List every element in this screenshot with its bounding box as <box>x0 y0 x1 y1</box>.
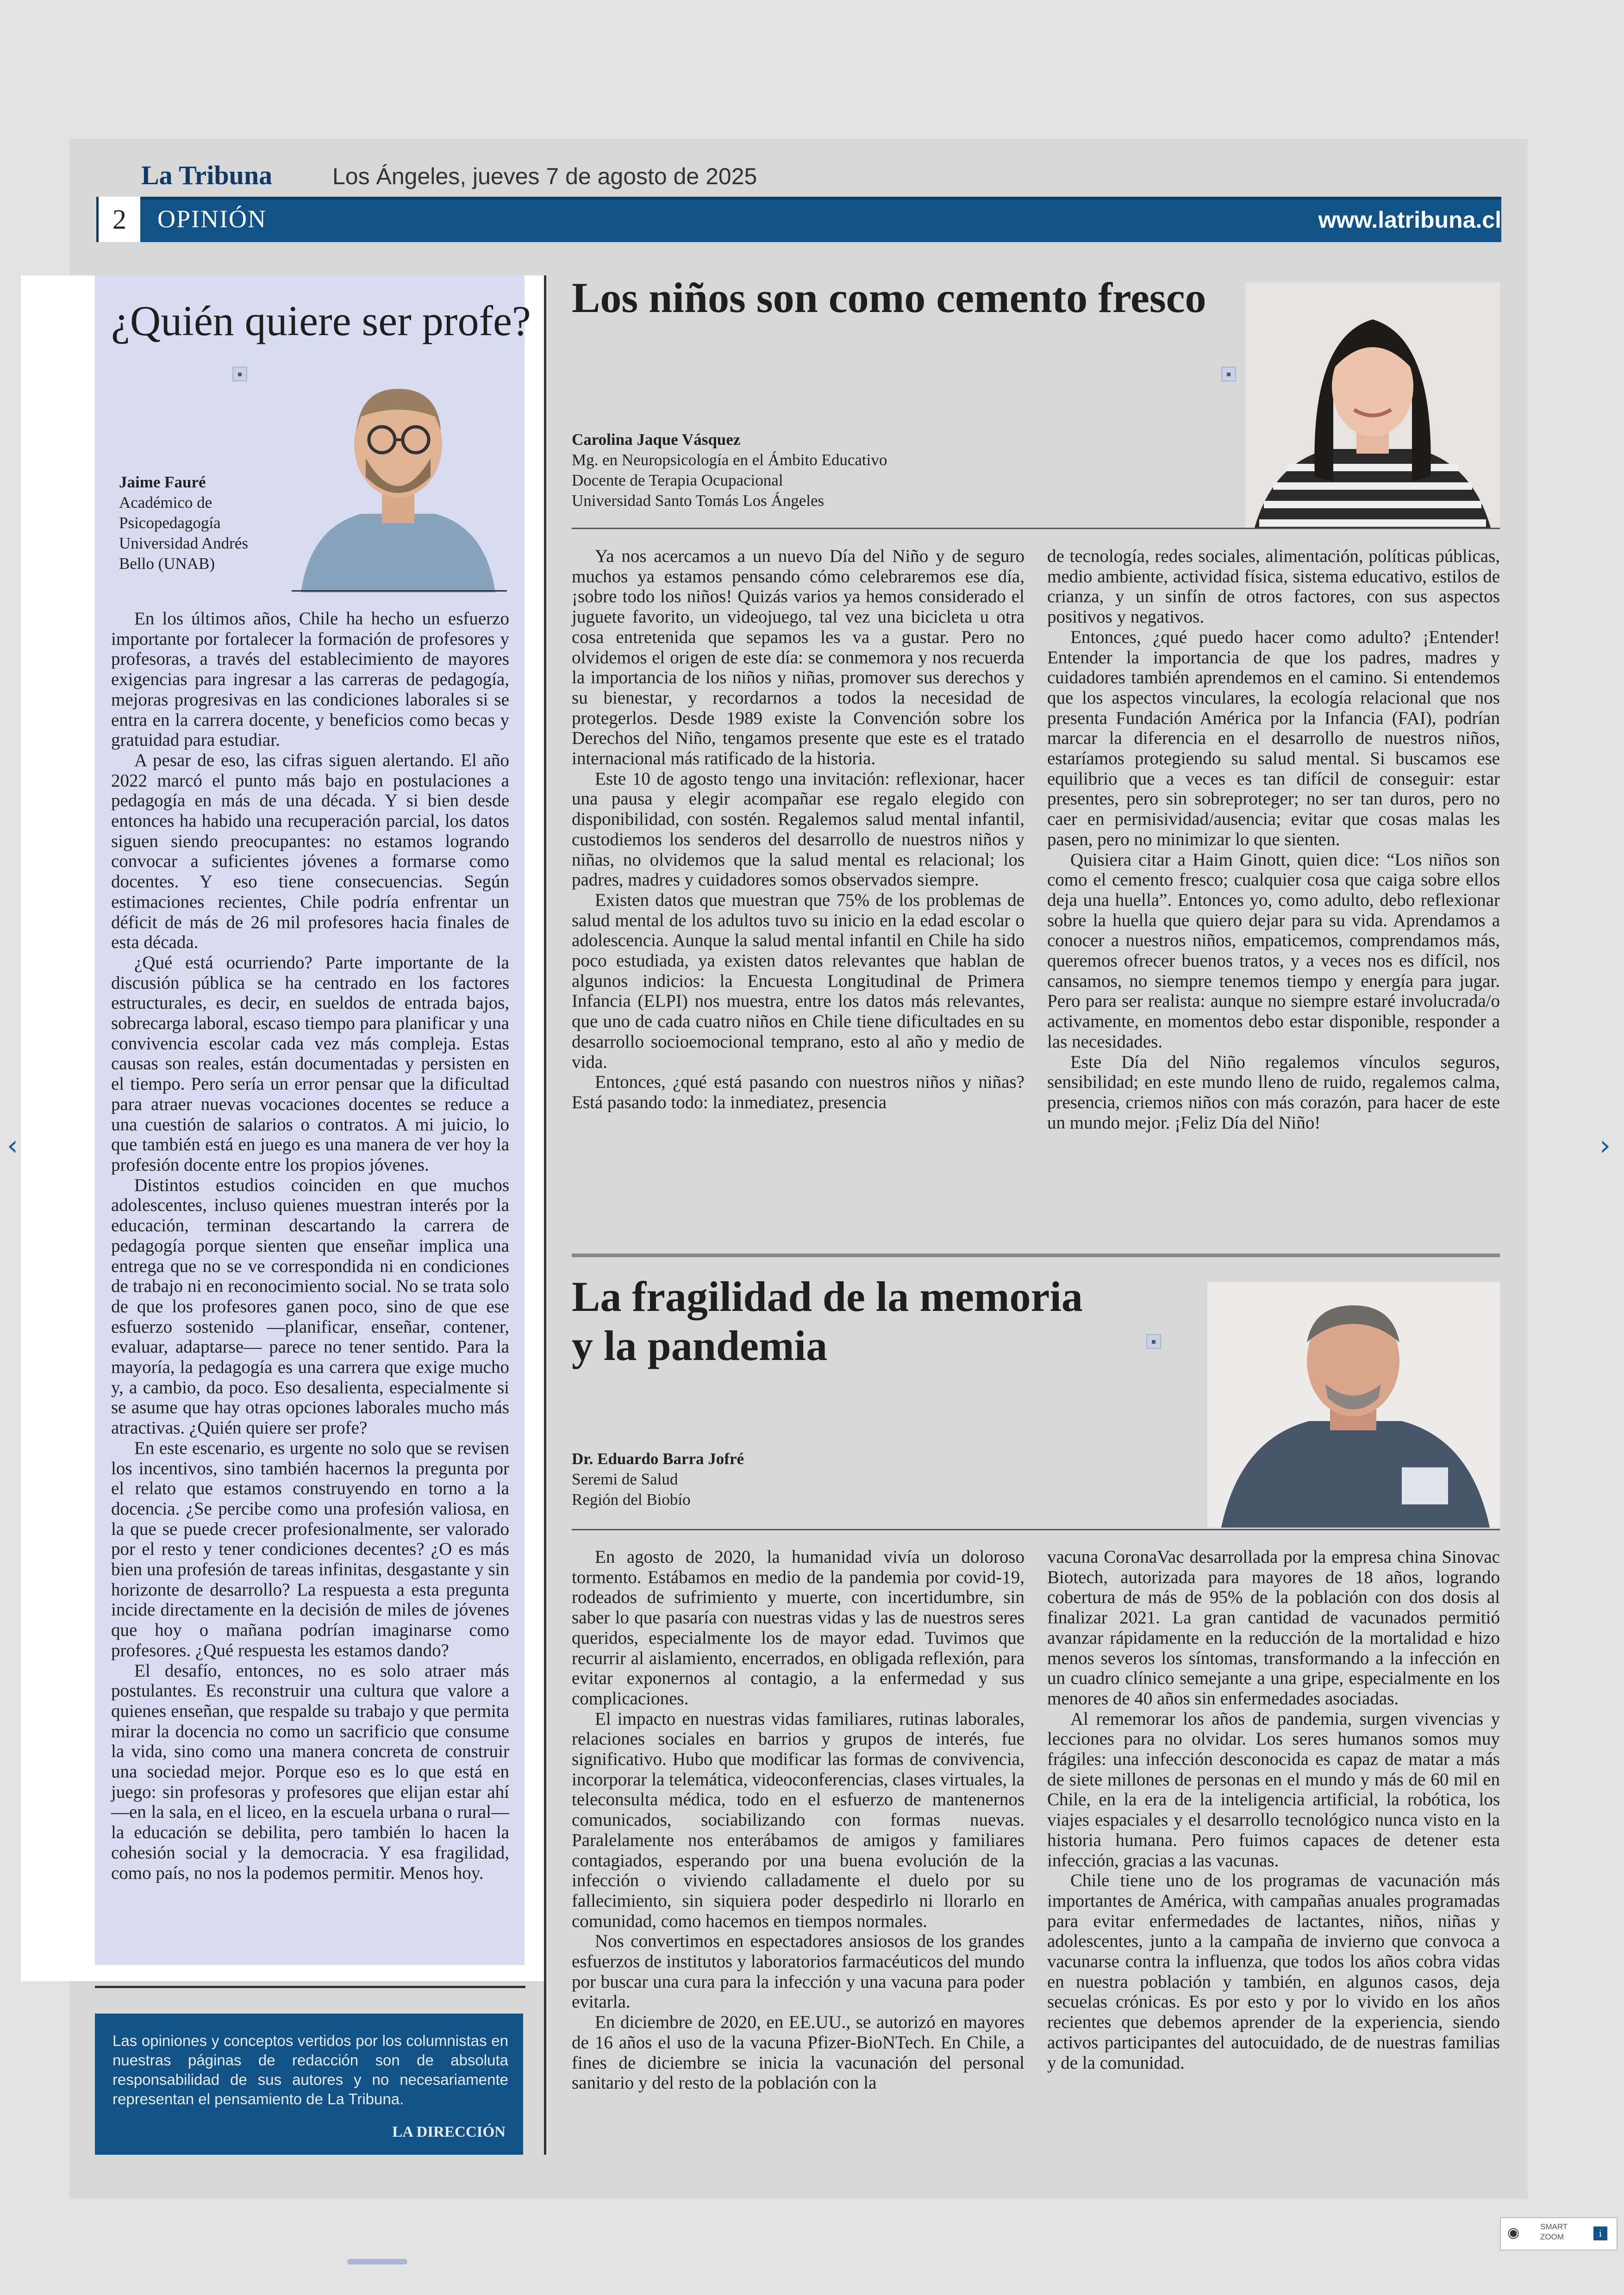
section-bar <box>96 197 1501 242</box>
paragraph: El desafío, entonces, no es solo atraer más postulantes. Es reconstruir una cultura que valore a quienes enseñan, que respalde su trabajo y que permita mirar la docencia no como un sacrificio que consume la vida, sino como una manera concreta de construir una sociedad mejor. Porque eso es lo que está en juego: sin profesoras y profesores que elijan estar ahí —en la sala, en el liceo, en la escuela urbana o rural— la educación se debilita, pero también lo hacen la cohesión social y la democracia. Y esa fragilidad, como país, no nos la podemos permitir. Menos hoy. <box>111 1660 509 1883</box>
paragraph: En los últimos años, Chile ha hecho un esfuerzo importante por fortalecer la formación de profesores y profesoras, a través del establecimiento de mayores exigencias para ingresar a las carreras de pedagogía, mejoras progresivas en las condiciones laborales si se entra en la carrera docente, y beneficios como becas y gratuidad para estudiar. <box>111 609 509 750</box>
chevron-left-icon[interactable]: ‹ <box>7 1129 18 1162</box>
author-role-line: Universidad Andrés <box>119 534 248 552</box>
website-link[interactable]: www.latribuna.cl <box>1318 207 1501 233</box>
author-role-line: Psicopedagogía <box>119 514 221 532</box>
eye-icon: ◉ <box>1507 2225 1520 2240</box>
paragraph: Quisiera citar a Haim Ginott, quien dice: “Los niños son como el cemento fresco; cualquier cosa que caiga sobre ellos deja una huella”. Entonces yo, como adulto, debo reflexionar sobre la huella que quiero dejar para su vida. Aprendamos a conocer a nuestros niños, empaticemos, comprendamos más, queremos ofrecer buenos tratos, y a veces nos es difícil, nos cansamos, no siempre tenemos tiempo y energía para jugar. Pero para ser realista: aunque no siempre estaré involucrada/o activamente, en momentos debo estar disponible, responder a las necesidades. <box>1047 849 1500 1052</box>
paragraph: Distintos estudios coinciden en que muchos adolescentes, incluso quienes muestran interés por la educación, terminan descartando la carrera de pedagogía porque sienten que enseñar implica una entrega que no se ve correspondida ni en condiciones de trabajo ni en reconocimiento social. No se trata solo de que los profesores ganen poco, sino de que ese esfuerzo sostenido —planificar, enseñar, contener, evaluar, adaptarse— parece no tener sentido. Para la mayoría, la pedagogía es una carrera que exige mucho y, a cambio, da poco. Eso desalienta, especialmente si se asume que hay otras opciones laborales mucho más atractivas. ¿Quién quiere ser profe? <box>111 1175 509 1438</box>
author-photo-jaime <box>292 361 505 592</box>
article-separator <box>572 1254 1500 1257</box>
paragraph: Entonces, ¿qué está pasando con nuestros niños y niñas? Está pasando todo: la inmediatez, presencia <box>572 1072 1024 1112</box>
page-progress-indicator[interactable] <box>347 2259 407 2264</box>
article1-divider <box>572 528 1500 529</box>
paragraph: vacuna CoronaVac desarrollada por la empresa china Sinovac Biotech, autorizada para mayores de 18 años, logrando cobertura de más de 95% de la población con dos dosis al finalizar 2021. La gran cantidad de vacunados permitió avanzar rápidamente en la reducción de la mortalidad e hizo menos severos los síntomas, transformando a la infección en un cuadro clínico semejante a una gripe, especialmente en los menores de 40 años sin enfermedades asociadas. <box>1047 1547 1500 1709</box>
author-role-line: Académico de <box>119 493 212 511</box>
dateline: Los Ángeles, jueves 7 de agosto de 2025 <box>332 163 757 189</box>
editorial-disclaimer <box>95 2014 523 2155</box>
paragraph: Ya nos acercamos a un nuevo Día del Niño y de seguro muchos ya estamos pensando cómo celebraremos ese día, ¡sobre todo los niños! Quizás varios ya hemos considerado el juguete favorito, un videojuego, tal vez una bicicleta u otra cosa entretenida que sepamos les va a gustar. Pero no olvidemos el origen de este día: se conmemora y nos recuerda la importancia de los niños y niñas, promover sus derechos y su bienestar, y recordarnos a todos la necesidad de protegerlos. Desde 1989 existe la Convención sobre los Derechos del Niño, tengamos presente que este es el tratado internacional más ratificado de la historia. <box>572 546 1024 769</box>
paragraph: Chile tiene uno de los programas de vacunación más importantes de América, with campañas anuales programadas para evitar enfermedades de lactantes, niños, niñas y adolescentes, junto a la campaña de invierno que convoca a vacunarse contra la influenza, que todos los años cobra vidas en nuestra población y también, en algunos casos, deja secuelas crónicas. Es por esto y por lo vivido en los años recientes que debemos aprender de la experiencia, siendo activos participantes del autocuidado, de de nuestras familias y de la comunidad. <box>1047 1871 1500 2073</box>
page-number: 2 <box>96 197 140 242</box>
article1-author <box>572 430 887 511</box>
article2-author <box>572 1449 744 1510</box>
disclaimer-signature: LA DIRECCIÓN <box>392 2124 506 2140</box>
paragraph: Al rememorar los años de pandemia, surgen vivencias y lecciones para no olvidar. Los seres humanos somos muy frágiles: una infección desconocida es capaz de matar a más de siete millones de personas en el mundo y más de 60 mil en Chile, en la era de la inteligencia artificial, la robótica, los viajes espaciales y el desarrollo tecnológico nunca visto en la historia humana. Pero fuimos capaces de detener esta infección, gracias a las vacunas. <box>1047 1709 1500 1871</box>
zoom-label-line: SMART <box>1540 2222 1568 2231</box>
hotspot-marker-icon[interactable]: ▪ <box>1221 367 1236 381</box>
left-author <box>119 472 248 574</box>
left-column-title: ¿Quién quiere ser profe? <box>111 297 531 344</box>
article2-col2 <box>1047 1547 1500 2073</box>
paragraph: ¿Qué está ocurriendo? Parte importante de la discusión pública se ha centrado en los factores estructurales, es decir, en sueldos de entrada bajos, sobrecarga laboral, escaso tiempo para planificar y una convivencia escolar cada vez más compleja. Estas causas son reales, están documentadas y persisten en el tiempo. Pero sería un error pensar que la dificultad para atraer nuevas vocaciones docentes se reduce a una cuestión de salarios o contratos. A mi juicio, lo que también está en juego es una manera de ver hoy la profesión docente entre los propios jóvenes. <box>111 952 509 1175</box>
article1-col2 <box>1047 546 1500 1133</box>
section-title: OPINIÓN <box>157 205 267 233</box>
paragraph: de tecnología, redes sociales, alimentación, políticas públicas, medio ambiente, actividad física, sistema educativo, estilos de crianza, y un sinfín de otros factores, con sus aspectos positivos y negativos. <box>1047 546 1500 627</box>
author-name: Jaime Fauré <box>119 473 206 491</box>
article2-col1 <box>572 1547 1024 2093</box>
author-role-line: Bello (UNAB) <box>119 555 215 573</box>
author-name: Carolina Jaque Vásquez <box>572 430 741 449</box>
disclaimer-text: Las opiniones y conceptos vertidos por los columnistas en nuestras páginas de redacción son de absoluta responsabilidad de sus autores y no necesariamente representan el pensamiento de La Tribuna. <box>112 2032 508 2108</box>
article1-col1 <box>572 546 1024 1113</box>
column-divider <box>544 275 546 2155</box>
paragraph: En agosto de 2020, la humanidad vivía un doloroso tormento. Estábamos en medio de la pandemia por covid-19, rodeados de sufrimiento y muerte, con incertidumbre, sin saber lo que pasaría con nuestras vidas y las de nuestros seres queridos, especialmente los de mayor edad. Tuvimos que recurrir al aislamiento, encerrados, en obligada reflexión, para evitar exponernos al contagio, a la enfermedad y sus complicaciones. <box>572 1547 1024 1709</box>
zoom-label-line: ZOOM <box>1540 2233 1564 2241</box>
paragraph: Este Día del Niño regalemos vínculos seguros, sensibilidad; en este mundo lleno de ruido, regalemos calma, presencia, criemos niños con más corazón, para hacer de este un mundo mejor. ¡Feliz Día del Niño! <box>1047 1052 1500 1133</box>
article1-title: Los niños son como cemento fresco <box>572 274 1206 321</box>
author-photo-eduardo <box>1207 1282 1500 1528</box>
newspaper-logo: La Tribuna <box>141 160 273 190</box>
author-role-line: Mg. en Neuropsicología en el Ámbito Educativo <box>572 451 887 469</box>
article2-divider <box>572 1529 1500 1530</box>
paragraph: Nos convertimos en espectadores ansiosos de los grandes esfuerzos de institutos y laboratorios farmacéuticos del mundo por buscar una cura para la infección y una vacuna para poder evitarla. <box>572 1931 1024 2012</box>
author-divider <box>292 590 507 592</box>
chevron-right-icon[interactable]: › <box>1599 1129 1611 1162</box>
left-article-body <box>111 609 509 1883</box>
hotspot-marker-icon[interactable]: ▪ <box>1146 1334 1161 1349</box>
author-role-line: Docente de Terapia Ocupacional <box>572 471 783 489</box>
article2-title-line: y la pandemia <box>572 1322 828 1369</box>
paragraph: Entonces, ¿qué puedo hacer como adulto? ¡Entender! Entender la importancia de que los padres, madres y cuidadores también aprendemos en el camino. Si entendemos que los aspectos vinculares, la ecología relacional que nos presenta Fundación América por la Infancia (FAI), podrían marcar la diferencia en el desarrollo de nuestros niños, estaríamos protegiendo su salud mental. Si buscamos ese equilibrio que a veces es tan difícil de conseguir: estar presentes, pero sin sobreproteger; no ser tan duros, pero no caer en permisividad/ausencia; evitar que cosas malas les pasen, pero no minimizar lo que sienten. <box>1047 627 1500 849</box>
paragraph: En este escenario, es urgente no solo que se revisen los incentivos, sino también hacernos la pregunta por el relato que estamos construyendo en torno a la docencia. ¿Se percibe como una profesión valiosa, en la que se puede crecer profesionalmente, ser valorado por el resto y tener condiciones decentes? ¿O es más bien una profesión de tareas infinitas, desgastante y sin horizonte de desarrollo? La respuesta a esta pregunta incide directamente en la decisión de miles de jóvenes que hoy o mañana podrían imaginarse como profesores. ¿Qué respuesta les estamos dando? <box>111 1438 509 1660</box>
author-role-line: Universidad Santo Tomás Los Ángeles <box>572 492 824 510</box>
paragraph: El impacto en nuestras vidas familiares, rutinas laborales, relaciones sociales en barrios y grupos de interés, fue significativo. Hubo que modificar las formas de convivencia, incorporar la telemática, videoconferencias, clases virtuales, la teleconsulta médica, todo en el esfuerzo de mantenernos comunicados, sociabilizando con formas nuevas. Paralelamente nos enterábamos de amigos y familiares contagiados, esperando por una buena evolución de la infección o viviendo calladamente el duelo por su fallecimiento, sin siquiera poder despedirlo ni llorarlo en comunidad, como hacemos en tiempos normales. <box>572 1709 1024 1931</box>
zoom-toggle-icon[interactable]: i <box>1593 2226 1607 2240</box>
smart-zoom-button[interactable] <box>1500 2217 1618 2251</box>
author-photo-carolina <box>1245 282 1500 528</box>
paragraph: Existen datos que muestran que 75% de los problemas de salud mental de los adultos tuvo su inicio en la edad escolar o adolescencia. Aunque la salud mental infantil en Chile ha sido poco estudiada, ya existen datos relevantes que hablan de algunos indicios: la Encuesta Longitudinal de Primera Infancia (ELPI) nos muestra, entre los datos más relevantes, que uno de cada cuatro niños en Chile tiene dificultades en su desarrollo socioemocional temprano, esto al año y medio de vida. <box>572 890 1024 1072</box>
disclaimer-divider <box>95 1986 525 1988</box>
smart-zoom-label <box>1540 2222 1568 2242</box>
paragraph: En diciembre de 2020, en EE.UU., se autorizó en mayores de 16 años el uso de la vacuna Pfizer-BioNTech. En Chile, a fines de diciembre se inicia la vacunación del personal sanitario y del resto de la población con la <box>572 2012 1024 2093</box>
article2-title-line: La fragilidad de la memoria <box>572 1273 1083 1320</box>
paragraph: A pesar de eso, las cifras siguen alertando. El año 2022 marcó el punto más bajo en postulaciones a pedagogía en más de una década. Y si bien desde entonces ha habido una recuperación parcial, los datos siguen siendo preocupantes: no estamos logrando convocar a suficientes jóvenes a formarse como docentes. Y eso tiene consecuencias. Según estimaciones recientes, Chile podría enfrentar un déficit de más de 26 mil profesores hacia finales de esta década. <box>111 750 509 953</box>
article2-title <box>572 1272 1083 1370</box>
author-role-line: Seremi de Salud <box>572 1470 678 1488</box>
author-role-line: Región del Biobío <box>572 1491 691 1509</box>
hotspot-marker-icon[interactable]: ▪ <box>232 367 247 381</box>
paragraph: Este 10 de agosto tengo una invitación: reflexionar, hacer una pausa y elegir acompañar ese regalo elegido con disponibilidad, con sostén. Regalemos salud mental infantil, custodiemos los senderos del desarrollo de nuestros niños y niñas, no olvidemos que la salud mental es relacional; los padres, madres y cuidadores somos observados siempre. <box>572 768 1024 890</box>
author-name: Dr. Eduardo Barra Jofré <box>572 1450 744 1468</box>
